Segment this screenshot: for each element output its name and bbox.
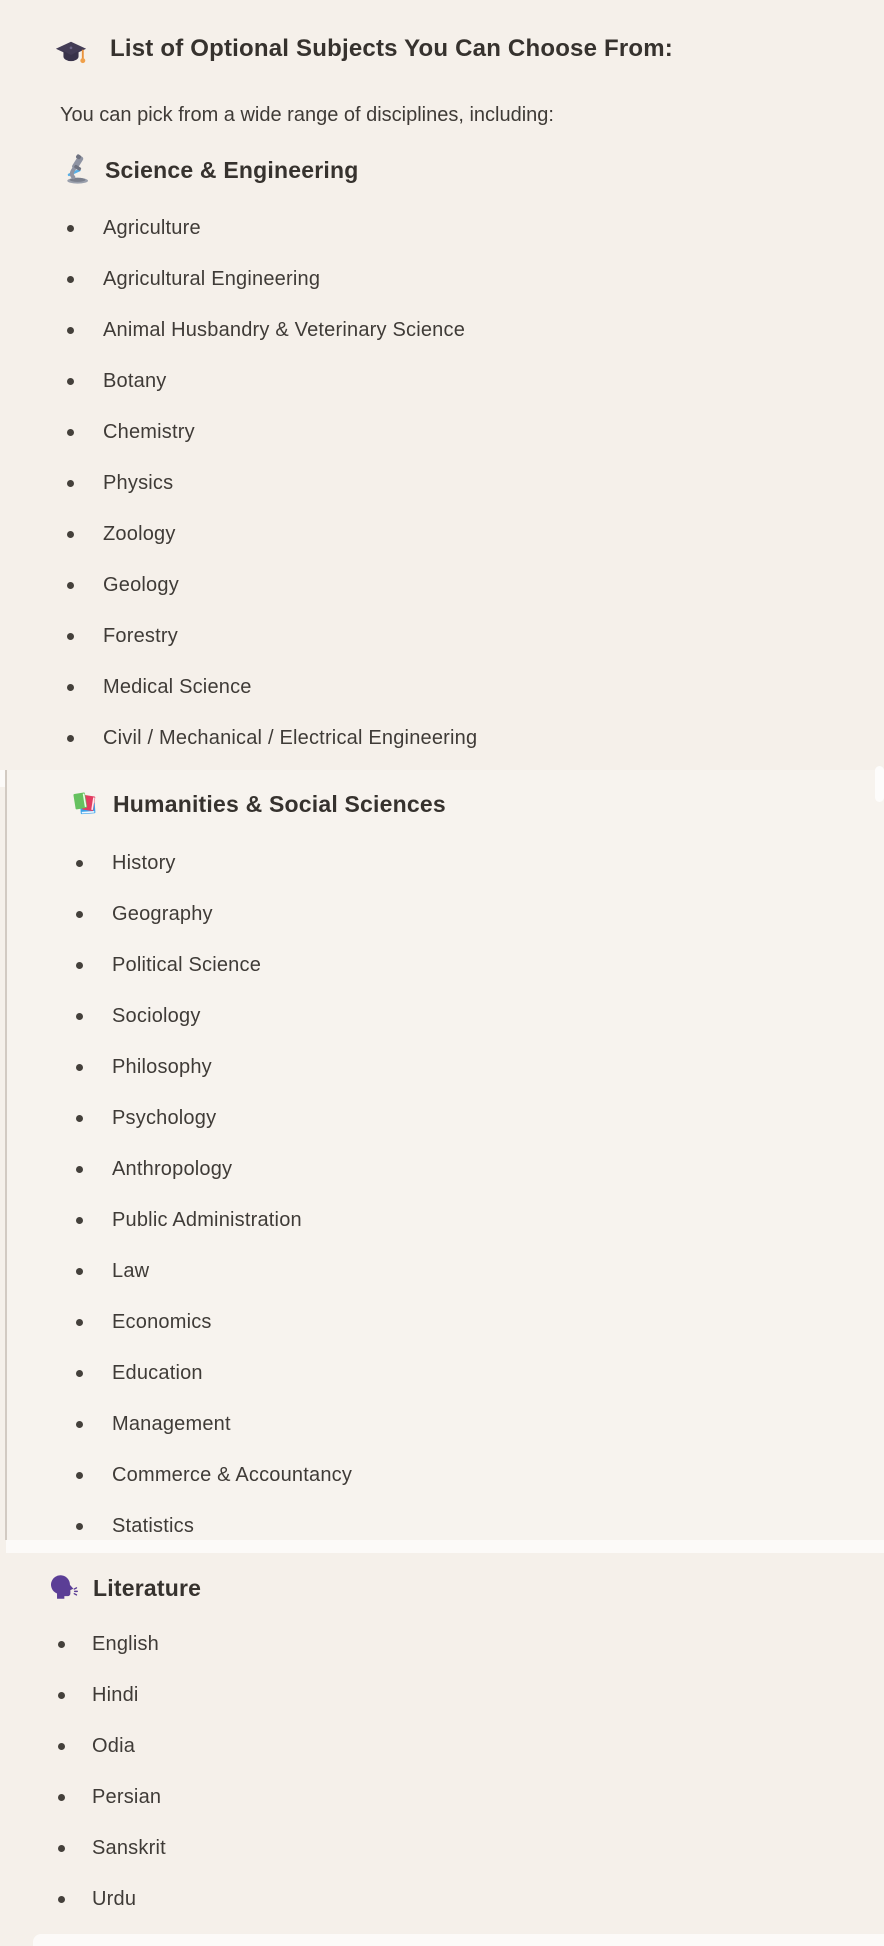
list-item-label: Philosophy bbox=[112, 1056, 212, 1078]
list-item-label: Agriculture bbox=[103, 217, 201, 239]
list-item bbox=[0, 662, 884, 713]
bullet-icon bbox=[67, 582, 74, 589]
list-item-label: English bbox=[92, 1633, 159, 1655]
bullet-icon bbox=[76, 1319, 83, 1326]
list-item bbox=[0, 713, 884, 764]
bullet-icon bbox=[67, 633, 74, 640]
bullet-icon bbox=[58, 1743, 65, 1750]
list-item-label: Education bbox=[112, 1362, 203, 1384]
humanities-subject-list bbox=[0, 838, 884, 1552]
list-item-label: Sanskrit bbox=[92, 1837, 166, 1859]
list-item-label: Botany bbox=[103, 370, 167, 392]
list-item-label: Hindi bbox=[92, 1684, 139, 1706]
bullet-icon bbox=[76, 962, 83, 969]
list-item bbox=[0, 1399, 884, 1450]
list-item bbox=[0, 1246, 884, 1297]
list-item-label: Law bbox=[112, 1260, 150, 1282]
list-item-label: Political Science bbox=[112, 954, 262, 976]
list-item bbox=[0, 1450, 884, 1501]
bullet-icon bbox=[67, 684, 74, 691]
bullet-icon bbox=[76, 911, 83, 918]
list-item-label: History bbox=[112, 852, 176, 874]
list-item-label: Anthropology bbox=[112, 1158, 233, 1180]
bullet-icon bbox=[58, 1641, 65, 1648]
graduation-cap-icon bbox=[54, 37, 88, 71]
next-block-edge bbox=[33, 1934, 884, 1946]
block-gap-left bbox=[0, 770, 5, 787]
page-title: List of Optional Subjects You Can Choose From: bbox=[110, 35, 674, 62]
list-item bbox=[0, 838, 884, 889]
list-item bbox=[0, 1348, 884, 1399]
books-icon bbox=[71, 788, 102, 819]
list-item-label: Zoology bbox=[103, 523, 176, 545]
bullet-icon bbox=[76, 1472, 83, 1479]
list-item bbox=[0, 611, 884, 662]
list-item-label: Geography bbox=[112, 903, 213, 925]
bullet-icon bbox=[76, 1166, 83, 1173]
bullet-icon bbox=[67, 735, 74, 742]
list-item bbox=[0, 509, 884, 560]
list-item bbox=[0, 1195, 884, 1246]
section-heading-humanities: Humanities & Social Sciences bbox=[113, 791, 446, 817]
bullet-icon bbox=[76, 1268, 83, 1275]
list-item bbox=[0, 305, 884, 356]
list-item-label: Psychology bbox=[112, 1107, 217, 1129]
list-item-label: Geology bbox=[103, 574, 179, 596]
bullet-icon bbox=[76, 1064, 83, 1071]
intro-text: You can pick from a wide range of disciplines, including: bbox=[60, 104, 554, 126]
list-item bbox=[0, 203, 884, 254]
list-item-label: Civil / Mechanical / Electrical Engineering bbox=[103, 727, 478, 749]
list-item-label: Agricultural Engineering bbox=[103, 268, 321, 290]
bullet-icon bbox=[76, 1370, 83, 1377]
list-item bbox=[0, 1823, 884, 1874]
list-item bbox=[0, 940, 884, 991]
list-item bbox=[0, 560, 884, 611]
bullet-icon bbox=[76, 860, 83, 867]
bullet-icon bbox=[67, 378, 74, 385]
list-item-label: Statistics bbox=[112, 1515, 195, 1537]
microscope-icon bbox=[63, 154, 94, 185]
list-item bbox=[0, 1772, 884, 1823]
science-subject-list bbox=[0, 203, 884, 764]
list-item bbox=[0, 1501, 884, 1552]
bullet-icon bbox=[67, 276, 74, 283]
section-heading-science: Science & Engineering bbox=[105, 157, 359, 183]
list-item-label: Urdu bbox=[92, 1888, 137, 1910]
list-item-label: Physics bbox=[103, 472, 174, 494]
list-item bbox=[0, 356, 884, 407]
list-item-label: Management bbox=[112, 1413, 231, 1435]
speaking-head-icon bbox=[51, 1572, 82, 1603]
list-item-label: Public Administration bbox=[112, 1209, 302, 1231]
bullet-icon bbox=[67, 480, 74, 487]
bullet-icon bbox=[76, 1421, 83, 1428]
list-item bbox=[0, 1721, 884, 1772]
list-item bbox=[0, 1619, 884, 1670]
list-item-label: Persian bbox=[92, 1786, 162, 1808]
bullet-icon bbox=[58, 1896, 65, 1903]
list-item bbox=[0, 991, 884, 1042]
bullet-icon bbox=[67, 225, 74, 232]
list-item-label: Chemistry bbox=[103, 421, 195, 443]
bullet-icon bbox=[67, 429, 74, 436]
list-item-label: Sociology bbox=[112, 1005, 201, 1027]
literature-subject-list bbox=[0, 1619, 884, 1925]
list-item bbox=[0, 1042, 884, 1093]
list-item-label: Medical Science bbox=[103, 676, 252, 698]
list-item bbox=[0, 1297, 884, 1348]
list-item bbox=[0, 458, 884, 509]
bullet-icon bbox=[58, 1794, 65, 1801]
list-item-label: Animal Husbandry & Veterinary Science bbox=[103, 319, 466, 341]
list-item bbox=[0, 254, 884, 305]
bullet-icon bbox=[58, 1692, 65, 1699]
section-heading-literature: Literature bbox=[93, 1575, 202, 1601]
list-item bbox=[0, 889, 884, 940]
bullet-icon bbox=[58, 1845, 65, 1852]
list-item-label: Forestry bbox=[103, 625, 178, 647]
list-item bbox=[0, 1874, 884, 1925]
bullet-icon bbox=[67, 531, 74, 538]
bullet-icon bbox=[76, 1013, 83, 1020]
bullet-icon bbox=[76, 1523, 83, 1530]
list-item bbox=[0, 407, 884, 458]
list-item bbox=[0, 1670, 884, 1721]
bullet-icon bbox=[76, 1115, 83, 1122]
scrollbar-thumb[interactable] bbox=[875, 766, 884, 802]
bullet-icon bbox=[67, 327, 74, 334]
list-item-label: Commerce & Accountancy bbox=[112, 1464, 353, 1486]
bullet-icon bbox=[76, 1217, 83, 1224]
list-item bbox=[0, 1093, 884, 1144]
list-item-label: Odia bbox=[92, 1735, 136, 1757]
list-item-label: Economics bbox=[112, 1311, 212, 1333]
list-item bbox=[0, 1144, 884, 1195]
